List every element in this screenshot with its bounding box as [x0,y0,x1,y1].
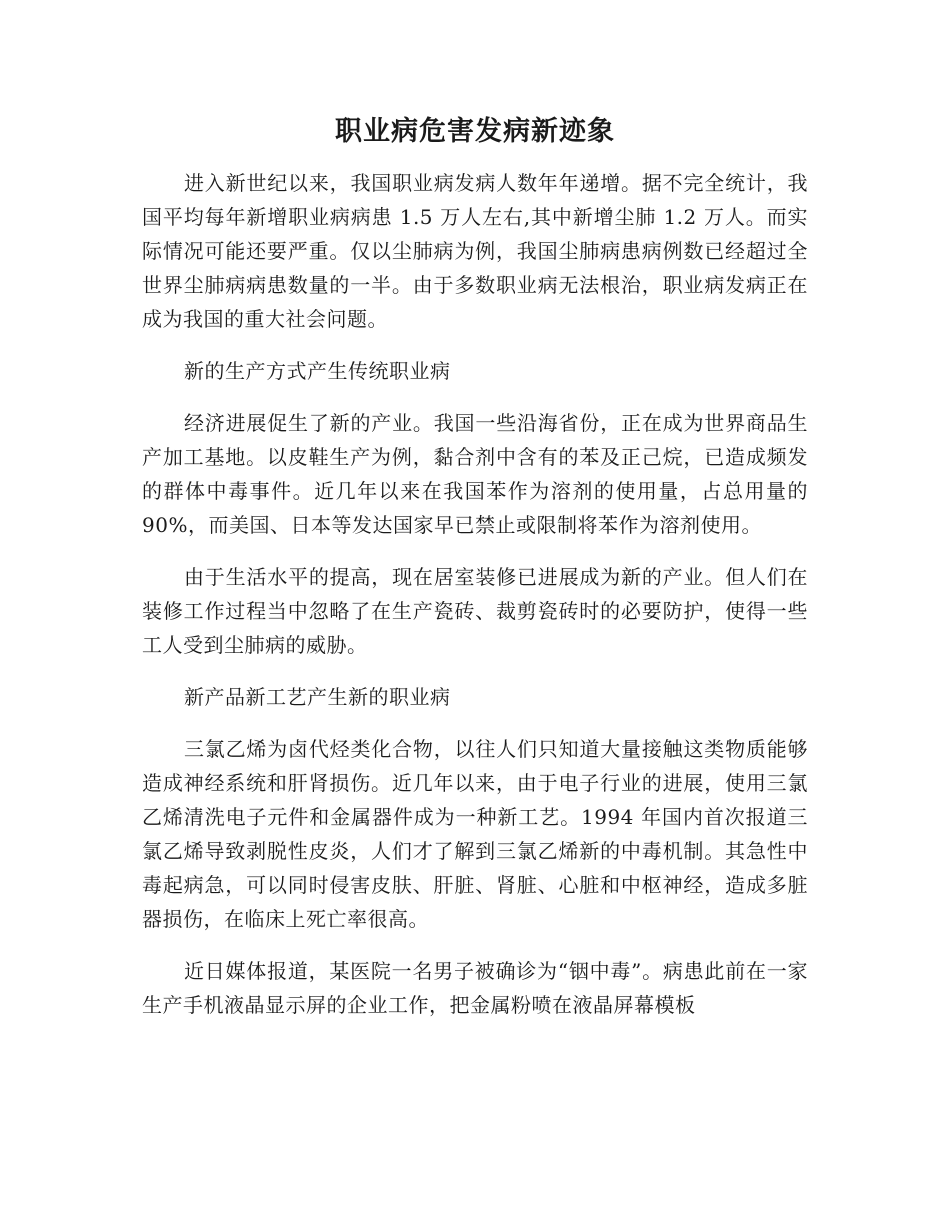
paragraph-shoe-industry: 经济进展促生了新的产业。我国一些沿海省份，正在成为世界商品生产加工基地。以皮鞋生产为例，黏合剂中含有的苯及正己烷，已造成频发的群体中毒事件。近几年以来在我国苯作为溶剂的使用量，占总用量的90%，而美国、日本等发达国家早已禁止或限制将苯作为溶剂使用。 [142,411,808,537]
paragraph-indium: 近日媒体报道，某医院一名男子被确诊为“铟中毒”。病患此前在一家生产手机液晶显示屏的企业工作，把金属粉喷在液晶屏幕模板 [142,959,808,1017]
paragraph-trichloroethylene: 三氯乙烯为卤代烃类化合物，以往人们只知道大量接触这类物质能够造成神经系统和肝肾损伤。近几年以来，由于电子行业的进展，使用三氯乙烯清洗电子元件和金属器件成为一种新工艺。1994 年国内首次报道三氯乙烯导致剥脱性皮炎，人们才了解到三氯乙烯新的中毒机制。其急性中毒起病急，可以同时侵害皮肤、肝脏、肾脏、心脏和中枢神经，造成多脏器损伤，在临床上死亡率很高。 [142,737,808,931]
paragraph-decoration: 由于生活水平的提高，现在居室装修已进展成为新的产业。但人们在装修工作过程当中忽略了在生产瓷砖、裁剪瓷砖时的必要防护，使得一些工人受到尘肺病的威胁。 [142,565,808,657]
section-heading-traditional: 新的生产方式产生传统职业病 [184,359,451,383]
paragraph-intro: 进入新世纪以来，我国职业病发病人数年年递增。据不完全统计，我国平均每年新增职业病病患 1.5 万人左右,其中新增尘肺 1.2 万人。而实际情况可能还要严重。仅以尘肺病为例，我国尘肺病患病例数已经超过全世界尘肺病病患数量的一半。由于多数职业病无法根治，职业病发病正在成为我国的重大社会问题。 [142,171,808,331]
section-heading-new-process: 新产品新工艺产生新的职业病 [184,685,451,709]
document-title: 职业病危害发病新迹象 [335,116,615,147]
document-body [142,166,808,1022]
